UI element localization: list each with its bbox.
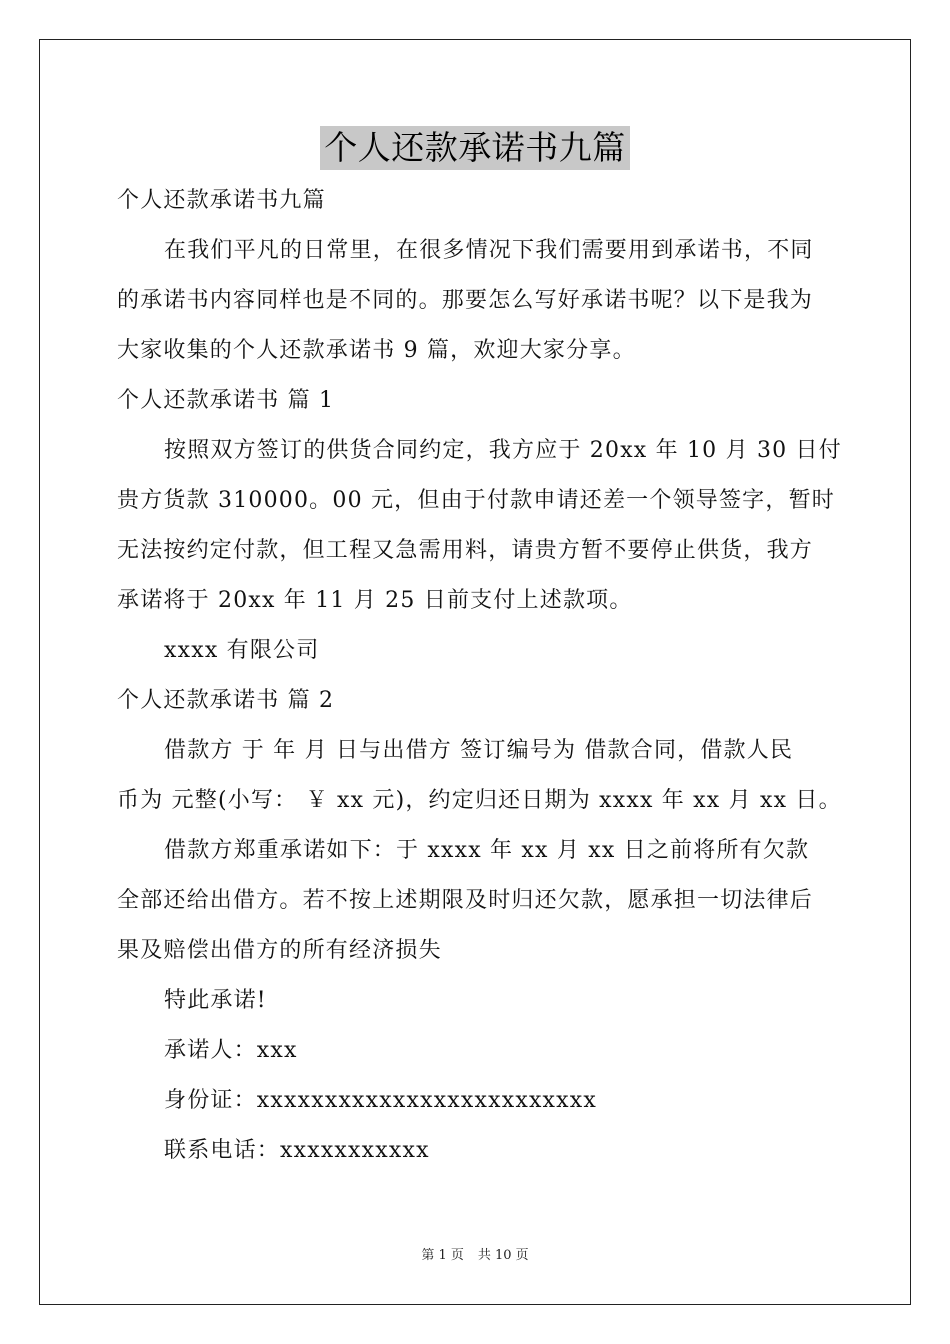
document-body (117, 176, 843, 1176)
page-total: 共 10 页 (477, 1248, 529, 1263)
page-footer (0, 1246, 950, 1266)
body-line: 大家收集的个人还款承诺书 9 篇，欢迎大家分享。 (117, 338, 636, 363)
body-line: 承诺人：xxx (164, 1038, 298, 1063)
body-line: 币为 元整(小写： ￥ xx 元)，约定归还日期为 xxxx 年 xx 月 xx 日。 (117, 788, 842, 813)
body-line: 联系电话：xxxxxxxxxxx (164, 1138, 430, 1163)
body-line: xxxx 有限公司 (164, 638, 320, 663)
body-line: 借款方郑重承诺如下：于 xxxx 年 xx 月 xx 日之前将所有欠款 (164, 838, 810, 863)
body-line: 承诺将于 20xx 年 11 月 25 日前支付上述款项。 (117, 588, 633, 613)
body-line: 在我们平凡的日常里，在很多情况下我们需要用到承诺书，不同 (164, 238, 814, 263)
body-line: 果及赔偿出借方的所有经济损失 (117, 938, 442, 963)
body-line: 贵方货款 310000。00 元，但由于付款申请还差一个领导签字，暂时 (117, 488, 835, 513)
section-heading: 个人还款承诺书 篇 2 (117, 688, 335, 713)
body-line: 特此承诺! (164, 988, 267, 1013)
body-line: 借款方 于 年 月 日与出借方 签订编号为 借款合同，借款人民 (164, 738, 794, 763)
body-line: 个人还款承诺书九篇 (117, 188, 326, 213)
body-line: 无法按约定付款，但工程又急需用料，请贵方暂不要停止供货，我方 (117, 538, 814, 563)
section-heading: 个人还款承诺书 篇 1 (117, 388, 335, 413)
body-line: 的承诺书内容同样也是不同的。那要怎么写好承诺书呢？以下是我为 (117, 288, 814, 313)
page-number: 第 1 页 (421, 1248, 464, 1263)
document-title: 个人还款承诺书九篇 (320, 126, 630, 170)
body-line: 全部还给出借方。若不按上述期限及时归还欠款，愿承担一切法律后 (117, 888, 814, 913)
body-line: 身份证：xxxxxxxxxxxxxxxxxxxxxxxxx (164, 1088, 597, 1113)
body-line: 按照双方签订的供货合同约定，我方应于 20xx 年 10 月 30 日付 (164, 438, 842, 463)
title-container (0, 126, 950, 170)
